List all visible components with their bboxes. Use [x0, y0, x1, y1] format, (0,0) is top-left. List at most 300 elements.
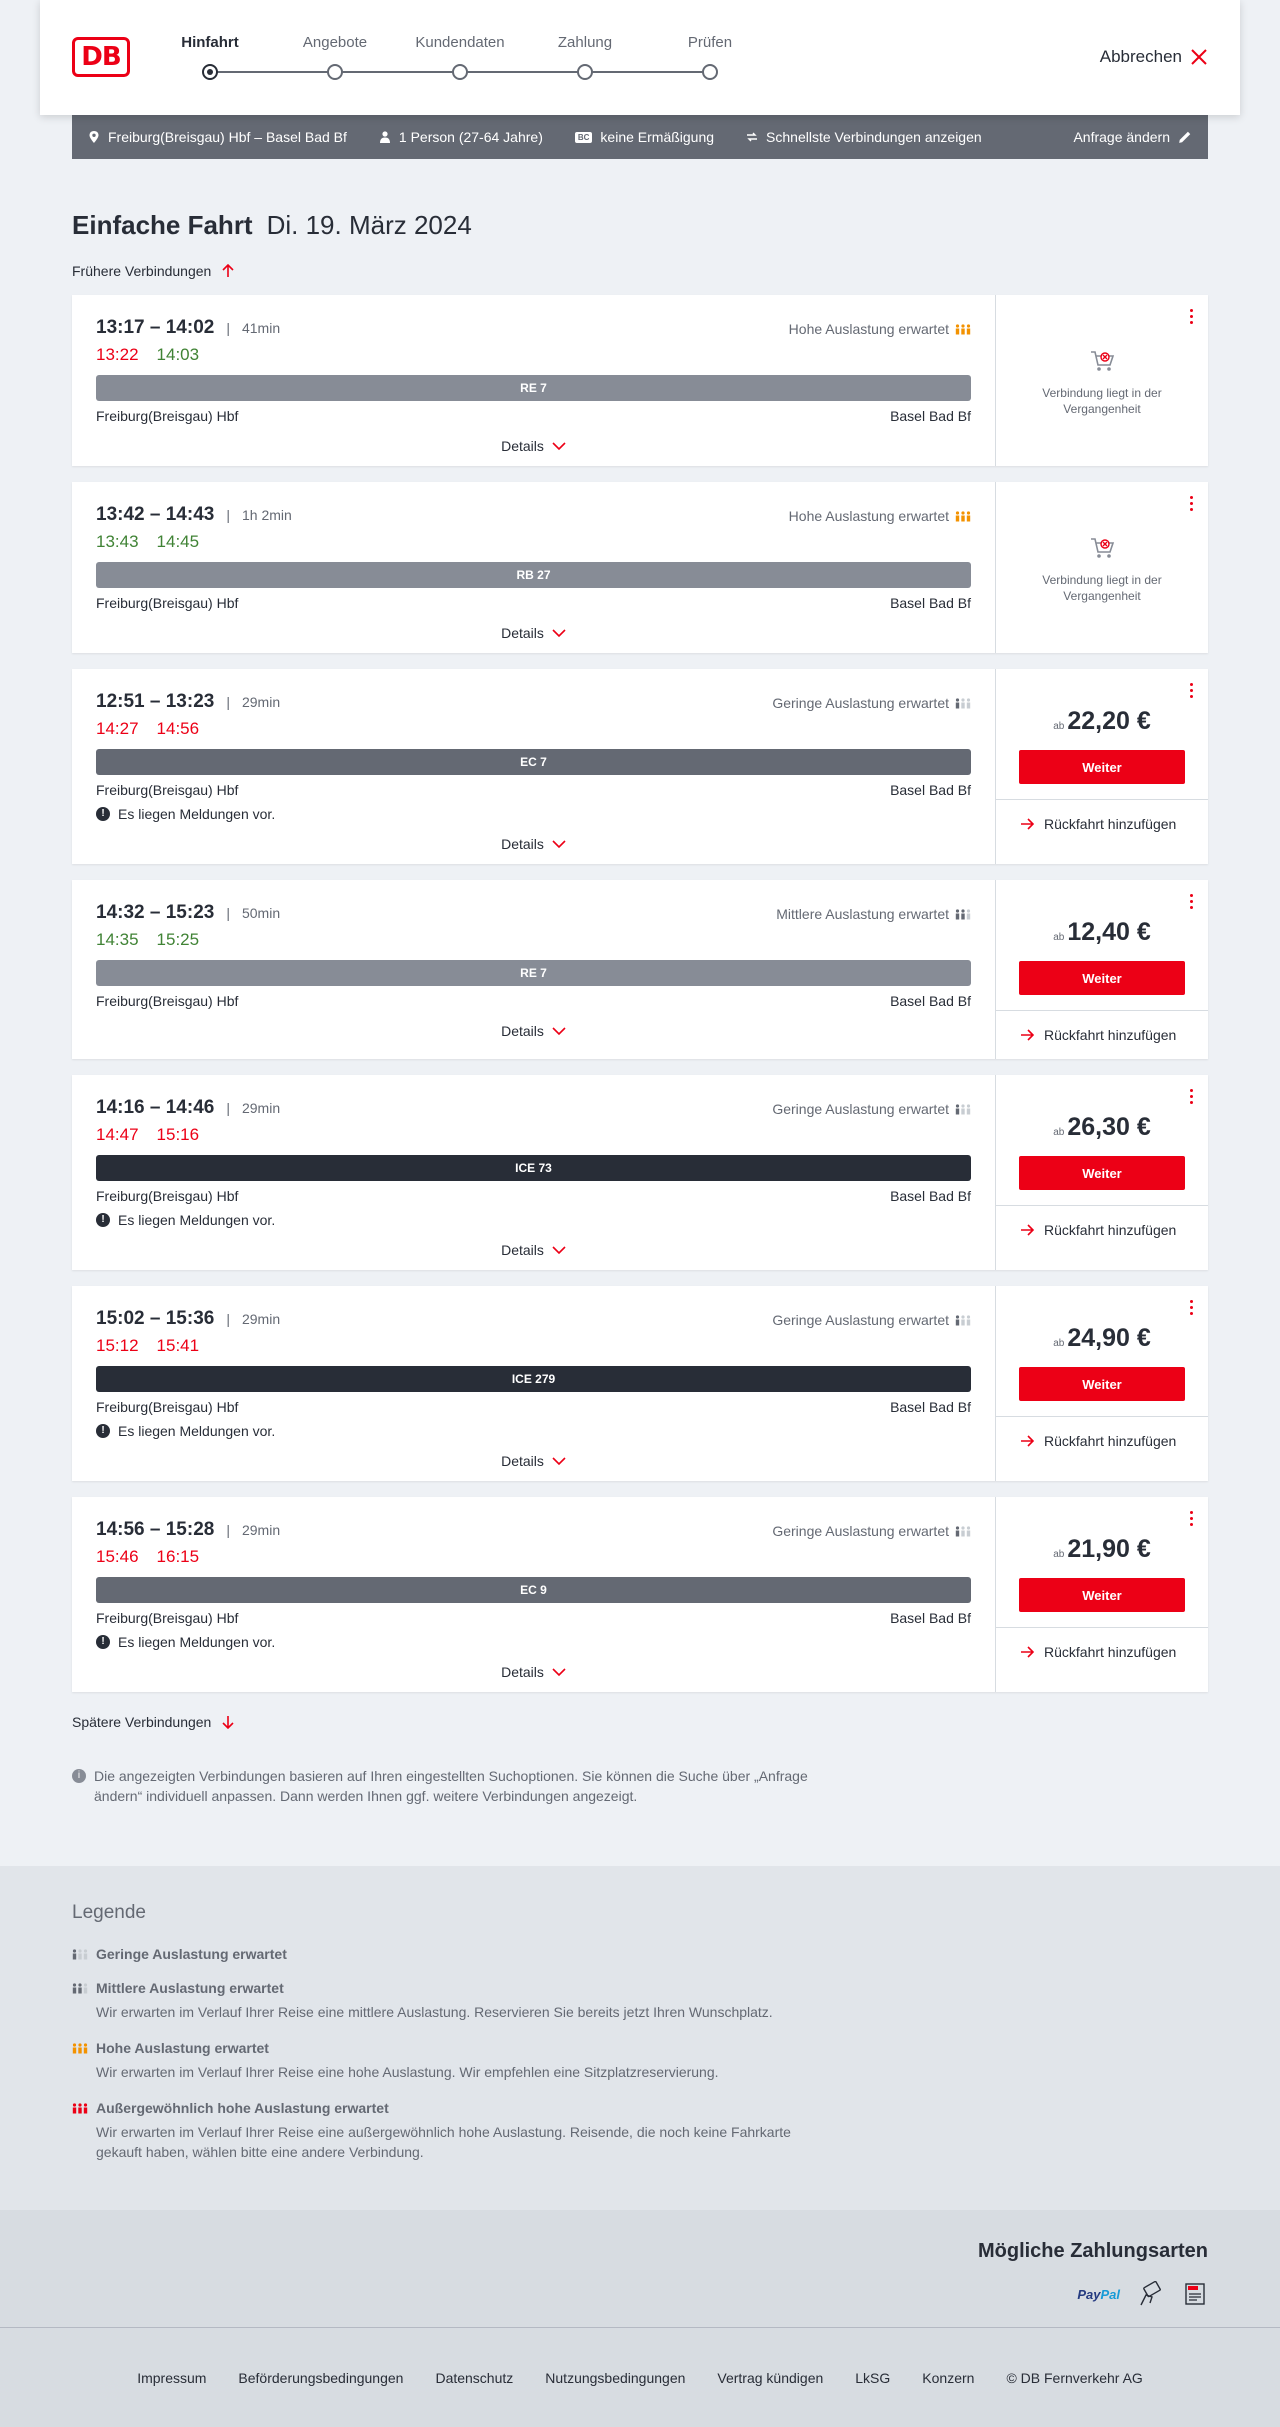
realtime-times [96, 930, 971, 950]
cancel-label: Abbrechen [1099, 47, 1182, 66]
realtime-departure: 13:22 [96, 345, 139, 364]
realtime-arrival: 14:56 [156, 719, 200, 738]
legend-section [0, 1866, 1280, 2210]
more-options-icon[interactable] [1190, 683, 1194, 699]
add-return-label: Rückfahrt hinzufügen [1044, 816, 1177, 832]
legend-item [72, 2100, 1208, 2162]
load-indicator [772, 1101, 971, 1117]
disruption-message [96, 1423, 971, 1439]
realtime-departure: 14:47 [96, 1125, 139, 1144]
stations-row [96, 1399, 971, 1415]
connection-card [72, 1497, 1208, 1692]
alert-icon: ! [96, 1213, 110, 1227]
occupancy-icon [955, 510, 971, 522]
search-option-text: Schnellste Verbindungen anzeigen [766, 129, 982, 145]
footer-link[interactable]: Beförderungsbedingungen [238, 2369, 404, 2386]
realtime-times [96, 1336, 971, 1356]
cancel-button[interactable] [1100, 47, 1208, 67]
legend-item [72, 1980, 1208, 2022]
earlier-connections-link[interactable] [72, 263, 1208, 279]
arrival-time: 14:02 [165, 317, 215, 338]
page-heading [72, 210, 1208, 241]
load-indicator [772, 1312, 971, 1328]
more-options-icon[interactable] [1190, 894, 1194, 910]
offer-panel [996, 482, 1208, 653]
legend-item-label: Geringe Auslastung erwartet [96, 1946, 287, 1962]
paypal-logo-pay: Pay [1077, 2286, 1101, 2302]
realtime-departure: 14:35 [96, 930, 139, 949]
info-note [72, 1766, 832, 1806]
db-logo[interactable]: DB [72, 37, 130, 77]
payment-icons [72, 2281, 1208, 2307]
price [1053, 1324, 1151, 1353]
time-dash: – [144, 1519, 166, 1540]
departure-time: 13:42 [96, 504, 145, 525]
time-dash: – [144, 504, 166, 525]
more-options-icon[interactable] [1190, 496, 1194, 512]
price-prefix: ab [1053, 932, 1065, 943]
planned-times [96, 1308, 214, 1330]
duration: 29min [241, 1100, 281, 1116]
destination-station: Basel Bad Bf [890, 1188, 971, 1204]
destination-station: Basel Bad Bf [890, 993, 971, 1009]
arrow-right-icon [1020, 1028, 1034, 1042]
more-options-icon[interactable] [1190, 309, 1194, 325]
info-icon: i [72, 1769, 86, 1783]
step-dot [577, 64, 593, 80]
add-return-label: Rückfahrt hinzufügen [1044, 1222, 1177, 1238]
occupancy-icon [955, 908, 971, 920]
load-indicator [789, 321, 971, 337]
arrival-time: 13:23 [165, 691, 215, 712]
stations-row [96, 1188, 971, 1204]
chevron-down-icon [552, 1245, 566, 1255]
travel-date: Di. 19. März 2024 [266, 210, 472, 240]
add-return-label: Rückfahrt hinzufügen [1044, 1433, 1177, 1449]
realtime-arrival: 16:15 [156, 1547, 200, 1566]
legend-item-label: Hohe Auslastung erwartet [96, 2040, 269, 2056]
legend-item-description: Wir erwarten im Verlauf Ihrer Reise eine hohe Auslastung. Wir empfehlen eine Sitzplatzreservierung. [96, 2064, 719, 2080]
message-text: Es liegen Meldungen vor. [118, 1634, 276, 1650]
credit-card-hand-icon [1138, 2281, 1164, 2307]
arrow-down-icon [221, 1715, 235, 1729]
separator: | [226, 1100, 230, 1116]
departure-time: 12:51 [96, 691, 145, 712]
realtime-arrival: 15:41 [156, 1336, 200, 1355]
price-prefix: ab [1053, 1549, 1065, 1560]
destination-station: Basel Bad Bf [890, 595, 971, 611]
load-indicator [772, 695, 971, 711]
legend-item-description: Wir erwarten im Verlauf Ihrer Reise eine außergewöhnlich hohe Auslastung. Reisende, die noch keine Fahrkarte gekauft haben, wählen bitte eine andere Verbindung. [96, 2124, 791, 2160]
load-text: Geringe Auslastung erwartet [772, 1523, 949, 1539]
footer-link[interactable]: Impressum [137, 2369, 207, 2386]
duration: 41min [241, 320, 281, 336]
load-indicator [776, 906, 971, 922]
location-pin-icon [88, 131, 100, 143]
realtime-departure: 14:27 [96, 719, 139, 738]
connection-card [72, 295, 1208, 466]
more-options-icon[interactable] [1190, 1511, 1194, 1527]
details-label: Details [501, 1242, 544, 1258]
legend-item-title [72, 1946, 1208, 1962]
departure-time: 14:56 [96, 1519, 145, 1540]
footer-link[interactable]: Konzern [922, 2369, 975, 2386]
arrow-right-icon [1020, 1434, 1034, 1448]
occupancy-icon [955, 697, 971, 709]
arrival-time: 15:23 [165, 902, 215, 923]
realtime-times [96, 532, 971, 552]
disruption-message [96, 1212, 971, 1228]
message-text: Es liegen Meldungen vor. [118, 1423, 276, 1439]
departure-time: 14:16 [96, 1097, 145, 1118]
realtime-arrival: 14:45 [156, 532, 200, 551]
details-toggle[interactable] [96, 836, 971, 852]
load-text: Geringe Auslastung erwartet [772, 695, 949, 711]
train-badge[interactable]: RB 27 [96, 562, 971, 588]
separator: | [226, 694, 230, 710]
add-return-button[interactable] [996, 799, 1208, 848]
details-toggle[interactable] [96, 1242, 971, 1258]
add-return-label: Rückfahrt hinzufügen [1044, 1644, 1177, 1660]
step-dot [452, 64, 468, 80]
planned-times [96, 902, 214, 924]
price [1053, 918, 1151, 947]
price-box [996, 1497, 1208, 1627]
occupancy-icon [955, 1314, 971, 1326]
alert-icon: ! [96, 1635, 110, 1649]
legend-item-label: Mittlere Auslastung erwartet [96, 1980, 284, 1996]
realtime-times [96, 719, 971, 739]
chevron-down-icon [552, 1026, 566, 1036]
details-label: Details [501, 1023, 544, 1039]
details-toggle[interactable] [96, 1664, 971, 1680]
page-footer [0, 2327, 1280, 2427]
planned-times [96, 317, 214, 339]
connection-card [72, 1075, 1208, 1270]
realtime-times [96, 1125, 971, 1145]
duration: 29min [241, 694, 281, 710]
offer-panel [996, 1075, 1208, 1270]
time-dash: – [144, 691, 166, 712]
time-dash: – [144, 902, 166, 923]
step-zahlung: Zahlung [557, 34, 613, 51]
chevron-down-icon [552, 839, 566, 849]
occupancy-icon [955, 1525, 971, 1537]
chevron-down-icon [552, 1456, 566, 1466]
sepa-invoice-icon [1182, 2281, 1208, 2307]
add-return-label: Rückfahrt hinzufügen [1044, 1027, 1177, 1043]
passenger-text: 1 Person (27-64 Jahre) [398, 129, 543, 145]
price-value: 24,90 € [1067, 1324, 1151, 1352]
connection-details[interactable] [72, 669, 996, 864]
step-kundendaten: Kundendaten [415, 34, 505, 51]
details-toggle[interactable] [96, 1023, 971, 1039]
load-text: Hohe Auslastung erwartet [788, 508, 949, 524]
planned-times [96, 1097, 214, 1119]
discount-summary [575, 129, 714, 145]
duration: 50min [241, 905, 281, 921]
legend-item [72, 2040, 1208, 2082]
price-value: 26,30 € [1067, 1113, 1151, 1141]
separator: | [226, 1522, 230, 1538]
info-text: Die angezeigten Verbindungen basieren auf Ihren eingestellten Suchoptionen. Sie können die Suche über „Anfrage ändern“ individuell anpassen. Dann werden Ihnen ggf. weitere Verbindungen angezeigt. [94, 1768, 808, 1804]
legend-item [72, 1946, 1208, 1962]
realtime-departure: 15:12 [96, 1336, 139, 1355]
occupancy-icon [955, 1103, 971, 1115]
chevron-down-icon [552, 441, 566, 451]
details-label: Details [501, 625, 544, 641]
search-option-summary [746, 129, 982, 145]
add-return-button[interactable] [996, 1010, 1208, 1059]
destination-station: Basel Bad Bf [890, 1399, 971, 1415]
past-connection-text: Verbindung liegt in der Vergangenheit [1042, 573, 1162, 603]
past-connection-text: Verbindung liegt in der Vergangenheit [1042, 386, 1162, 416]
offer-panel [996, 1497, 1208, 1692]
offer-panel [996, 295, 1208, 466]
separator: | [226, 1311, 230, 1327]
disruption-message [96, 806, 971, 822]
footer-link[interactable]: Datenschutz [435, 2369, 514, 2386]
connection-details[interactable] [72, 880, 996, 1059]
more-options-icon[interactable] [1190, 1089, 1194, 1105]
connection-details[interactable] [72, 1497, 996, 1692]
price-value: 21,90 € [1067, 1535, 1151, 1563]
origin-station: Freiburg(Breisgau) Hbf [96, 782, 239, 798]
search-summary-bar [72, 115, 1208, 159]
arrival-time: 15:36 [165, 1308, 215, 1329]
details-toggle[interactable] [96, 1453, 971, 1469]
step-hinfahrt[interactable]: Hinfahrt [181, 34, 239, 51]
separator: | [226, 320, 230, 336]
destination-station: Basel Bad Bf [890, 408, 971, 424]
duration: 29min [241, 1311, 281, 1327]
price-prefix: ab [1053, 1127, 1065, 1138]
train-badge[interactable]: ICE 279 [96, 1366, 971, 1392]
train-badge[interactable]: EC 9 [96, 1577, 971, 1603]
pencil-icon [1178, 130, 1192, 144]
payment-title: Mögliche Zahlungsarten [977, 2240, 1208, 2262]
legend-item-label: Außergewöhnlich hohe Auslastung erwartet [96, 2100, 389, 2116]
cart-unavailable-icon [1088, 347, 1116, 375]
more-options-icon[interactable] [1190, 1300, 1194, 1316]
message-text: Es liegen Meldungen vor. [118, 1212, 276, 1228]
weiter-button[interactable]: Weiter [1019, 1578, 1185, 1612]
discount-text: keine Ermäßigung [600, 129, 715, 145]
planned-times [96, 504, 214, 526]
train-badge[interactable]: RE 7 [96, 960, 971, 986]
realtime-arrival: 14:03 [156, 345, 200, 364]
origin-station: Freiburg(Breisgau) Hbf [96, 595, 239, 611]
train-badge[interactable]: RE 7 [96, 375, 971, 401]
realtime-arrival: 15:25 [156, 930, 200, 949]
arrow-right-icon [1020, 1645, 1034, 1659]
price-box [996, 1075, 1208, 1205]
add-return-button[interactable] [996, 1627, 1208, 1676]
footer-link[interactable]: Nutzungsbedingungen [545, 2369, 686, 2386]
origin-station: Freiburg(Breisgau) Hbf [96, 1399, 239, 1415]
connection-details[interactable] [72, 295, 996, 466]
separator: | [226, 905, 230, 921]
add-return-button[interactable] [996, 1205, 1208, 1254]
time-dash: – [144, 317, 166, 338]
details-toggle[interactable] [96, 625, 971, 641]
offer-panel [996, 1286, 1208, 1481]
change-request-button[interactable] [1073, 129, 1192, 145]
occupancy-icon [72, 2102, 88, 2114]
load-text: Geringe Auslastung erwartet [772, 1101, 949, 1117]
bahncard-icon: BC [575, 132, 593, 143]
load-text: Hohe Auslastung erwartet [788, 321, 949, 337]
past-connection-notice [996, 295, 1208, 417]
close-icon [1190, 48, 1208, 66]
price-prefix: ab [1053, 1338, 1065, 1349]
cart-unavailable-icon [1088, 534, 1116, 562]
paypal-logo [1077, 2287, 1120, 2302]
destination-station: Basel Bad Bf [890, 782, 971, 798]
price [1053, 1535, 1151, 1564]
arrival-time: 15:28 [165, 1519, 215, 1540]
route-text: Freiburg(Breisgau) Hbf – Basel Bad Bf [108, 129, 347, 145]
legend-title: Legende [72, 1902, 146, 1923]
departure-time: 13:17 [96, 317, 145, 338]
add-return-button[interactable] [996, 1416, 1208, 1465]
route-summary [88, 129, 347, 145]
earlier-connections-label: Frühere Verbindungen [72, 263, 212, 279]
weiter-button[interactable]: Weiter [1019, 1156, 1185, 1190]
step-pruefen: Prüfen [687, 34, 733, 51]
stations-row [96, 1610, 971, 1626]
legend-item-description: Wir erwarten im Verlauf Ihrer Reise eine mittlere Auslastung. Reservieren Sie bereits jetzt Ihren Wunschplatz. [96, 2004, 773, 2020]
occupancy-icon [72, 2042, 88, 2054]
arrow-up-icon [221, 264, 235, 278]
price-value: 22,20 € [1067, 707, 1151, 735]
load-indicator [789, 508, 971, 524]
departure-time: 15:02 [96, 1308, 145, 1329]
footer-link[interactable]: LkSG [855, 2369, 891, 2386]
legend-item-title [72, 2040, 1208, 2056]
train-badge[interactable]: ICE 73 [96, 1155, 971, 1181]
payment-methods-section [0, 2210, 1280, 2327]
realtime-departure: 15:46 [96, 1547, 139, 1566]
legend-item-title [72, 2100, 1208, 2116]
origin-station: Freiburg(Breisgau) Hbf [96, 993, 239, 1009]
later-connections-link[interactable] [72, 1714, 1208, 1730]
connection-card [72, 1286, 1208, 1481]
page-title: Einfache Fahrt [72, 210, 253, 240]
occupancy-icon [72, 1982, 88, 1994]
later-connections-label: Spätere Verbindungen [72, 1714, 212, 1730]
origin-station: Freiburg(Breisgau) Hbf [96, 1188, 239, 1204]
booking-stepper [181, 34, 760, 84]
planned-times [96, 1519, 214, 1541]
load-text: Mittlere Auslastung erwartet [776, 906, 949, 922]
stations-row [96, 782, 971, 798]
arrow-right-icon [1020, 817, 1034, 831]
duration: 1h 2min [241, 507, 292, 523]
realtime-arrival: 15:16 [156, 1125, 200, 1144]
alert-icon: ! [96, 1424, 110, 1438]
price [1053, 1113, 1151, 1142]
alert-icon: ! [96, 807, 110, 821]
departure-time: 14:32 [96, 902, 145, 923]
offer-panel [996, 669, 1208, 864]
separator: | [226, 507, 230, 523]
footer-link: © DB Fernverkehr AG [1006, 2369, 1143, 2386]
details-label: Details [501, 836, 544, 852]
offer-panel [996, 880, 1208, 1059]
details-label: Details [501, 438, 544, 454]
arrival-time: 14:43 [165, 504, 215, 525]
origin-station: Freiburg(Breisgau) Hbf [96, 1610, 239, 1626]
connection-details[interactable] [72, 482, 996, 653]
weiter-button[interactable]: Weiter [1019, 750, 1185, 784]
swap-arrows-icon [746, 131, 758, 143]
paypal-logo-pal: Pal [1100, 2286, 1120, 2302]
realtime-times [96, 1547, 971, 1567]
arrow-right-icon [1020, 1223, 1034, 1237]
top-header [40, 0, 1240, 115]
price-prefix: ab [1053, 721, 1065, 732]
connection-list [72, 295, 1208, 1692]
step-dot-active [202, 64, 218, 80]
origin-station: Freiburg(Breisgau) Hbf [96, 408, 239, 424]
step-dot [327, 64, 343, 80]
price-box [996, 669, 1208, 799]
stations-row [96, 993, 971, 1009]
load-indicator [772, 1523, 971, 1539]
realtime-departure: 13:43 [96, 532, 139, 551]
chevron-down-icon [552, 628, 566, 638]
chevron-down-icon [552, 1667, 566, 1677]
price-box [996, 1286, 1208, 1416]
weiter-button[interactable]: Weiter [1019, 961, 1185, 995]
connection-details[interactable] [72, 1286, 996, 1481]
connection-details[interactable] [72, 1075, 996, 1270]
train-badge[interactable]: EC 7 [96, 749, 971, 775]
passenger-summary [379, 129, 543, 145]
stations-row [96, 595, 971, 611]
connection-card [72, 669, 1208, 864]
occupancy-icon [72, 1948, 88, 1960]
stations-row [96, 408, 971, 424]
main-content [72, 210, 1208, 1806]
time-dash: – [144, 1308, 166, 1329]
destination-station: Basel Bad Bf [890, 1610, 971, 1626]
details-label: Details [501, 1453, 544, 1469]
weiter-button[interactable]: Weiter [1019, 1367, 1185, 1401]
message-text: Es liegen Meldungen vor. [118, 806, 276, 822]
realtime-times [96, 345, 971, 365]
duration: 29min [241, 1522, 281, 1538]
past-connection-notice [996, 482, 1208, 604]
legend-item-title [72, 1980, 1208, 1996]
load-text: Geringe Auslastung erwartet [772, 1312, 949, 1328]
connection-card [72, 880, 1208, 1059]
details-toggle[interactable] [96, 438, 971, 454]
price [1053, 707, 1151, 736]
connection-card [72, 482, 1208, 653]
occupancy-icon [955, 323, 971, 335]
planned-times [96, 691, 214, 713]
footer-link[interactable]: Vertrag kündigen [717, 2369, 824, 2386]
step-angebote: Angebote [302, 34, 368, 51]
details-label: Details [501, 1664, 544, 1680]
price-box [996, 880, 1208, 1010]
price-value: 12,40 € [1067, 918, 1151, 946]
step-dot [702, 64, 718, 80]
person-icon [379, 131, 391, 143]
arrival-time: 14:46 [165, 1097, 215, 1118]
